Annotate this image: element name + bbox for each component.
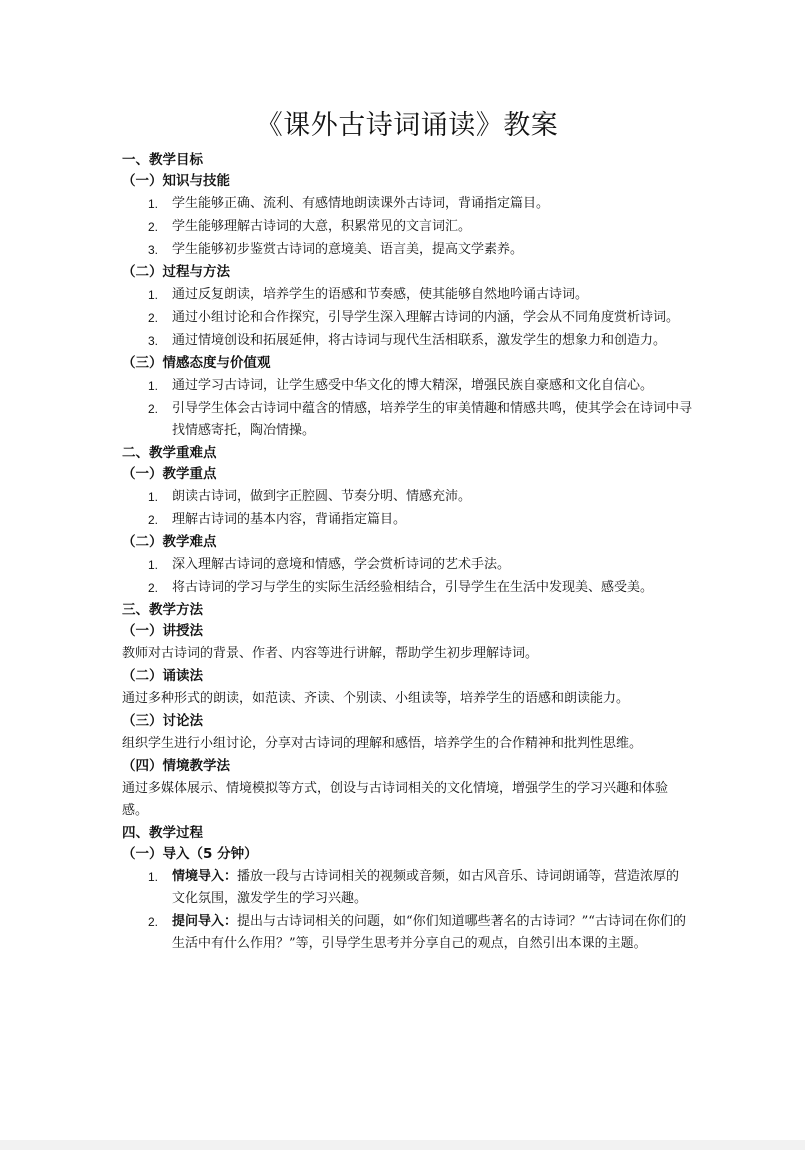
subsection-heading-discussion: （三）讨论法 [122,713,203,729]
list-text: 通过反复朗读，培养学生的语感和节奏感，使其能够自然地吟诵古诗词。 [172,287,589,302]
knowledge-list [122,193,692,261]
list-text: 提出与古诗词相关的问题，如“你们知道哪些著名的古诗词？”“古诗词在你们的生活中有什么作用？”等，引导学生思考并分享自己的观点，自然引出本课的主题。 [172,914,686,951]
list-text: 引导学生体会古诗词中蕴含的情感，培养学生的审美情趣和情感共鸣，使其学会在诗词中寻找情感寄托，陶冶情操。 [172,401,693,438]
method-paragraph: 通过多种形式的朗读，如范读、齐读、个别读、小组读等，培养学生的语感和朗读能力。 [122,691,630,706]
list-number: 1. [148,870,159,884]
introduction-list [122,866,692,955]
list-number: 3. [148,243,159,257]
list-number: 2. [148,402,159,416]
method-paragraph: 教师对古诗词的背景、作者、内容等进行讲解，帮助学生初步理解诗词。 [122,646,539,661]
values-list [122,375,692,442]
list-text: 通过学习古诗词，让学生感受中华文化的博大精深，增强民族自豪感和文化自信心。 [172,378,654,393]
list-text: 学生能够理解古诗词的大意，积累常见的文言词汇。 [172,219,472,234]
method-paragraph: 组织学生进行小组讨论，分享对古诗词的理解和感悟，培养学生的合作精神和批判性思维。 [122,736,643,751]
list-item [122,216,692,238]
list-text: 学生能够正确、流利、有感情地朗读课外古诗词，背诵指定篇目。 [172,196,550,211]
subsection-heading-values: （三）情感态度与价值观 [122,355,271,371]
subsection-heading-knowledge: （一）知识与技能 [122,173,230,189]
list-item [122,577,692,599]
subsection-heading-focus: （一）教学重点 [122,466,217,482]
subsection-heading-process: （二）过程与方法 [122,264,230,280]
list-number: 1. [148,197,159,211]
list-item [122,239,692,261]
page-bottom-edge [0,1140,805,1150]
method-paragraph: 通过多媒体展示、情境模拟等方式，创设与古诗词相关的文化情境，增强学生的学习兴趣和体验感。 [122,781,669,818]
list-number: 1. [148,288,159,302]
subsection-heading-introduction: （一）导入（5 分钟） [122,846,258,862]
list-number: 1. [148,490,159,504]
list-item [122,866,692,910]
subsection-heading-situational: （四）情境教学法 [122,758,230,774]
list-text: 学生能够初步鉴赏古诗词的意境美、语言美，提高文学素养。 [172,242,524,257]
document-content [122,106,692,956]
list-text: 朗读古诗词，做到字正腔圆、节奏分明、情感充沛。 [172,489,472,504]
difficulty-list [122,554,692,599]
list-item [122,554,692,576]
list-number: 2. [148,220,159,234]
list-item [122,486,692,508]
process-list [122,284,692,352]
list-number: 1. [148,558,159,572]
list-item [122,509,692,531]
list-number: 2. [148,311,159,325]
list-item [122,193,692,215]
list-number: 2. [148,513,159,527]
list-number: 2. [148,915,159,929]
list-item [122,307,692,329]
list-text: 播放一段与古诗词相关的视频或音频，如古风音乐、诗词朗诵等，营造浓厚的文化氛围，激发学生的学习兴趣。 [172,869,680,906]
section-heading-process: 四、教学过程 [122,825,203,841]
list-text: 将古诗词的学习与学生的实际生活经验相结合，引导学生在生活中发现美、感受美。 [172,580,654,595]
list-label: 情境导入： [172,869,238,884]
list-text: 通过情境创设和拓展延伸，将古诗词与现代生活相联系，激发学生的想象力和创造力。 [172,333,667,348]
list-number: 3. [148,334,159,348]
list-text: 理解古诗词的基本内容，背诵指定篇目。 [172,512,407,527]
list-item [122,330,692,352]
list-item [122,375,692,397]
section-heading-methods: 三、教学方法 [122,602,203,618]
section-heading-key-points: 二、教学重难点 [122,445,217,461]
section-heading-objectives: 一、教学目标 [122,152,203,168]
list-text: 深入理解古诗词的意境和情感，学会赏析诗词的艺术手法。 [172,557,511,572]
list-item [122,398,692,442]
subsection-heading-lecture: （一）讲授法 [122,623,203,639]
list-label: 提问导入： [172,914,238,929]
list-item [122,911,692,955]
list-item [122,284,692,306]
focus-list [122,486,692,531]
list-number: 2. [148,581,159,595]
list-number: 1. [148,379,159,393]
subsection-heading-difficulty: （二）教学难点 [122,534,217,550]
document-title: 《课外古诗词诵读》教案 [255,110,559,141]
subsection-heading-recitation: （二）诵读法 [122,668,203,684]
list-text: 通过小组讨论和合作探究，引导学生深入理解古诗词的内涵，学会从不同角度赏析诗词。 [172,310,680,325]
